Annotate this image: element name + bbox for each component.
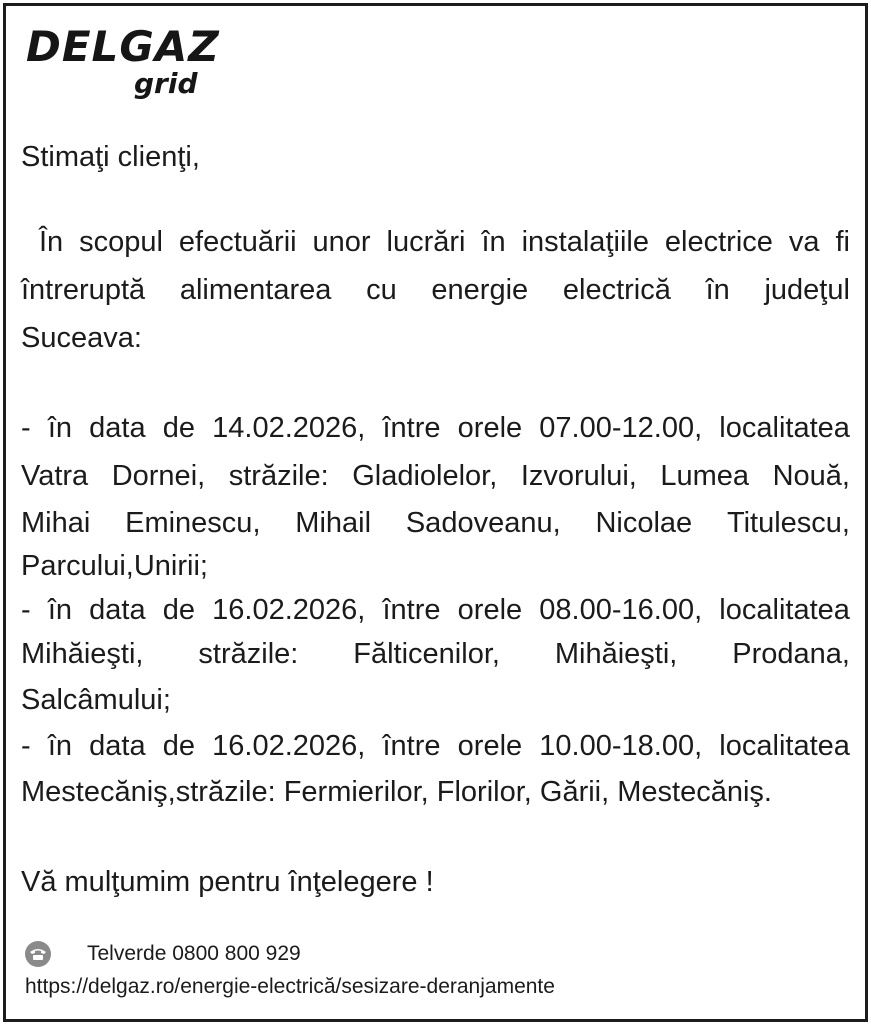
word: în [47,730,72,762]
word: scopul [79,226,163,258]
entry-1-line-3 [21,503,850,543]
word: între [382,412,441,444]
word: - [21,730,31,762]
intro-line-2 [21,270,850,310]
word: lucrări [386,226,466,258]
word: în [47,594,72,626]
word: - [21,412,31,444]
phone-row [25,939,301,969]
word: în [481,226,506,258]
word: localitatea [719,730,850,762]
word: străzile: [228,460,329,492]
word: data [89,412,146,444]
word: Eminescu, [125,507,261,539]
entry-3-line-2: Mestecăniş,străzile: Fermierilor, Florilor, Gării, Mestecăniş. [21,776,772,808]
word: localitatea [719,594,850,626]
word: În [39,226,64,258]
word: Vatra [21,460,89,492]
word: între [382,730,441,762]
word: va [788,226,820,258]
word: străzile: [198,638,299,670]
word: 10.00-18.00, [539,730,703,762]
word: 07.00-12.00, [539,412,703,444]
word: Prodana, [732,638,850,670]
word: 16.02.2026, [212,594,366,626]
greeting: Stimaţi clienţi, [21,141,200,173]
word: Nouă, [772,460,850,492]
word: judeţul [764,274,850,306]
word: de [162,594,195,626]
word: întreruptă [21,274,146,306]
word: 08.00-16.00, [539,594,703,626]
word: Nicolae [595,507,693,539]
word: 16.02.2026, [212,730,366,762]
entry-2-line-3: Salcâmului; [21,684,171,716]
word: Mihail [295,507,372,539]
word: Mihăieşti, [21,638,144,670]
word: Mihai [21,507,91,539]
logo-brand: DELGAZ [26,22,220,71]
word: - [21,594,31,626]
word: data [89,594,146,626]
entry-3-line-1 [21,726,850,766]
entry-2-line-1 [21,590,850,630]
word: între [382,594,441,626]
entry-1-line-2 [21,456,850,496]
word: electrică [562,274,671,306]
word: cu [366,274,397,306]
word: în [47,412,72,444]
word: fi [835,226,850,258]
word: unor [312,226,371,258]
word: de [162,730,195,762]
word: Izvorului, [520,460,637,492]
word: efectuării [178,226,297,258]
intro-line-1 [21,222,850,262]
word: orele [457,594,523,626]
word: Dornei, [111,460,206,492]
word: 14.02.2026, [212,412,366,444]
word: energie [431,274,529,306]
word: Fălticenilor, [353,638,500,670]
entry-1-line-4: Parcului,Unirii; [21,550,208,582]
delgaz-grid-logo [26,24,226,104]
word: orele [457,412,523,444]
phone-number: Telverde 0800 800 929 [87,942,301,965]
word: orele [457,730,523,762]
word: Gladiolelor, [352,460,498,492]
word: alimentarea [179,274,332,306]
word: localitatea [719,412,850,444]
word: electrice [664,226,773,258]
word: Mihăieşti, [554,638,678,670]
intro-line-3: Suceava: [21,322,142,354]
word: Lumea [660,460,750,492]
word: în [705,274,730,306]
fault-report-link[interactable]: https://delgaz.ro/energie-electrică/sesizare-deranjamente [25,975,555,998]
entry-2-line-2 [21,634,850,674]
phone-icon [25,941,51,967]
closing-text: Vă mulţumim pentru înţelegere ! [21,866,434,898]
word: de [162,412,195,444]
word: instalaţiile [521,226,649,258]
entry-1-line-1 [21,408,850,448]
word: Titulescu, [726,507,850,539]
word: Sadoveanu, [405,507,561,539]
logo-sub: grid [134,67,198,100]
word: data [89,730,146,762]
